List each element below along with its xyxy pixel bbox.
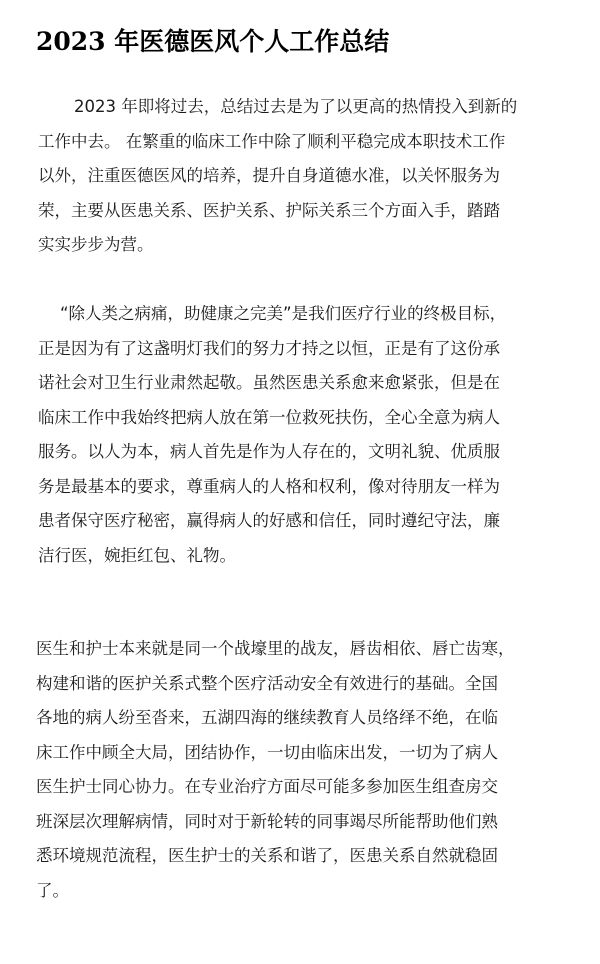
paragraph-line: 医生护士同心协力。在专业治疗方面尽可能多参加医生组查房交: [36, 777, 498, 796]
paragraph-3: [36, 632, 515, 908]
paragraph-line: 床工作中顾全大局，团结协作，一切由临床出发，一切为了病人: [36, 742, 498, 762]
paragraph-1: [36, 90, 517, 263]
paragraph-2: [36, 297, 506, 573]
paragraph-line: 各地的病人纷至沓来，五湖四海的继续教育人员络绎不绝，在临: [36, 708, 498, 727]
paragraph-line: 洁行医，婉拒红包、礼物。: [38, 545, 236, 565]
paragraph-line: 构建和谐的医护关系式整个医疗活动安全有效进行的基础。全国: [36, 673, 498, 693]
paragraph-line: 荣，主要从医患关系、医护关系、护际关系三个方面入手，踏踏: [38, 200, 500, 220]
paragraph-line: “除人类之病痛，助健康之完美”是我们医疗行业的终极目标，: [60, 304, 507, 323]
paragraph-line: 临床工作中我始终把病人放在第一位救死扶伤，全心全意为病人: [38, 407, 500, 427]
paragraph-line: 悉环境规范流程，医生护士的关系和谐了，医患关系自然就稳固: [36, 846, 498, 865]
paragraph-line: 患者保守医疗秘密，赢得病人的好感和信任，同时遵纪守法，廉: [38, 511, 500, 530]
paragraph-line: 了。: [36, 880, 69, 900]
document-title: 2023 年医德医风个人工作总结: [36, 27, 390, 56]
paragraph-line: 2023 年即将过去，总结过去是为了以更高的热情投入到新的: [74, 97, 518, 116]
paragraph-line: 以外，注重医德医风的培养，提升自身道德水准，以关怀服务为: [38, 166, 500, 185]
paragraph-line: 实实步步为营。: [38, 235, 154, 254]
paragraph-line: 班深层次理解病情，同时对于新轮转的同事竭尽所能帮助他们熟: [36, 811, 498, 831]
paragraph-line: 正是因为有了这盏明灯我们的努力才持之以恒，正是有了这份承: [38, 338, 500, 358]
paragraph-line: 医生和护士本来就是同一个战壕里的战友，唇齿相依、唇亡齿寒，: [36, 639, 515, 658]
paragraph-line: 服务。以人为本，病人首先是作为人存在的，文明礼貌、优质服: [38, 442, 500, 461]
paragraph-line: 务是最基本的要求，尊重病人的人格和权利，像对待朋友一样为: [38, 476, 500, 496]
paragraph-line: 诺社会对卫生行业肃然起敬。虽然医患关系愈来愈紧张，但是在: [38, 373, 500, 392]
paragraph-line: 工作中去。 在繁重的临床工作中除了顺利平稳完成本职技术工作: [38, 131, 506, 151]
